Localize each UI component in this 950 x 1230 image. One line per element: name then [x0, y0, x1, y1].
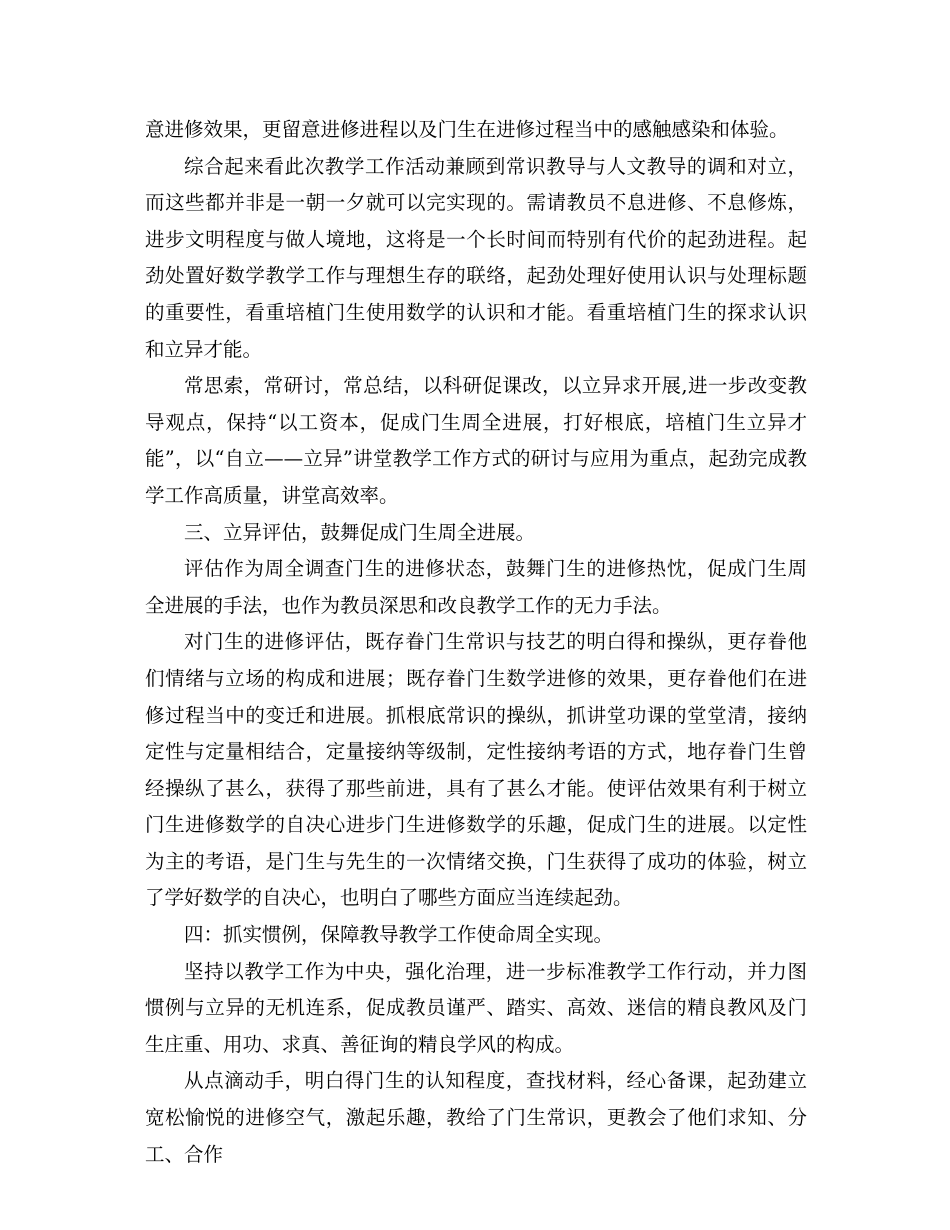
paragraph-3: 常思索，常研讨，常总结，以科研促课改，以立异求开展,进一步改变教导观点，保持“以工资本，促成门生周全进展，打好根底，培植门生立异才能”，以“自立——立异”讲堂教学工作方式的研讨与应用为重点，起劲完成教学工作高质量，讲堂高效率。: [145, 374, 807, 507]
paragraph-4: 评估作为周全调查门生的进修状态，鼓舞门生的进修热忱，促成门生周全进展的手法，也作为教员深思和改良教学工作的无力手法。: [145, 557, 807, 617]
section-heading-4: 四：抓实惯例，保障教导教学工作使命周全实现。: [184, 923, 614, 947]
document-page: [145, 112, 807, 1173]
paragraph-1: 意进修效果，更留意进修进程以及门生在进修过程当中的感触感染和体验。: [145, 118, 789, 141]
paragraph-6: 坚持以教学工作为中央，强化治理，进一步标准教学工作行动，并力图惯例与立异的无机连系，促成教员谨严、踏实、高效、迷信的精良教风及门生庄重、用功、求真、善征询的精良学风的构成。: [145, 959, 807, 1056]
paragraph-5: 对门生的进修评估，既存眷门生常识与技艺的明白得和操纵，更存眷他们情绪与立场的构成和进展；既存眷门生数学进修的效果，更存眷他们在进修过程当中的变迁和进展。抓根底常识的操纵，抓讲堂功课的堂堂清，接纳定性与定量相结合，定量接纳等级制，定性接纳考语的方式，地存眷门生曾经操纵了甚么，获得了那些前进，具有了甚么才能。使评估效果有利于树立门生进修数学的自决心进步门生进修数学的乐趣，促成门生的进展。以定性为主的考语，是门生与先生的一次情绪交换，门生获得了成功的体验，树立了学好数学的自决心，也明白了哪些方面应当连续起劲。: [145, 630, 807, 910]
paragraph-7: 从点滴动手，明白得门生的认知程度，查找材料，经心备课，起劲建立宽松愉悦的进修空气，激起乐趣，教给了门生常识，更教会了他们求知、分工、合作: [145, 1069, 807, 1166]
paragraph-2: 综合起来看此次教学工作活动兼顾到常识教导与人文教导的调和对立，而这些都并非是一朝一夕就可以完实现的。需请教员不息进修、不息修炼，进步文明程度与做人境地，这将是一个长时间而特别有代价的起劲进程。起劲处置好数学教学工作与理想生存的联络，起劲处理好使用认识与处理标题的重要性，看重培植门生使用数学的认识和才能。看重培植门生的探求认识和立异才能。: [145, 154, 807, 361]
section-heading-3: 三、立异评估，鼓舞促成门生周全进展。: [184, 520, 536, 544]
